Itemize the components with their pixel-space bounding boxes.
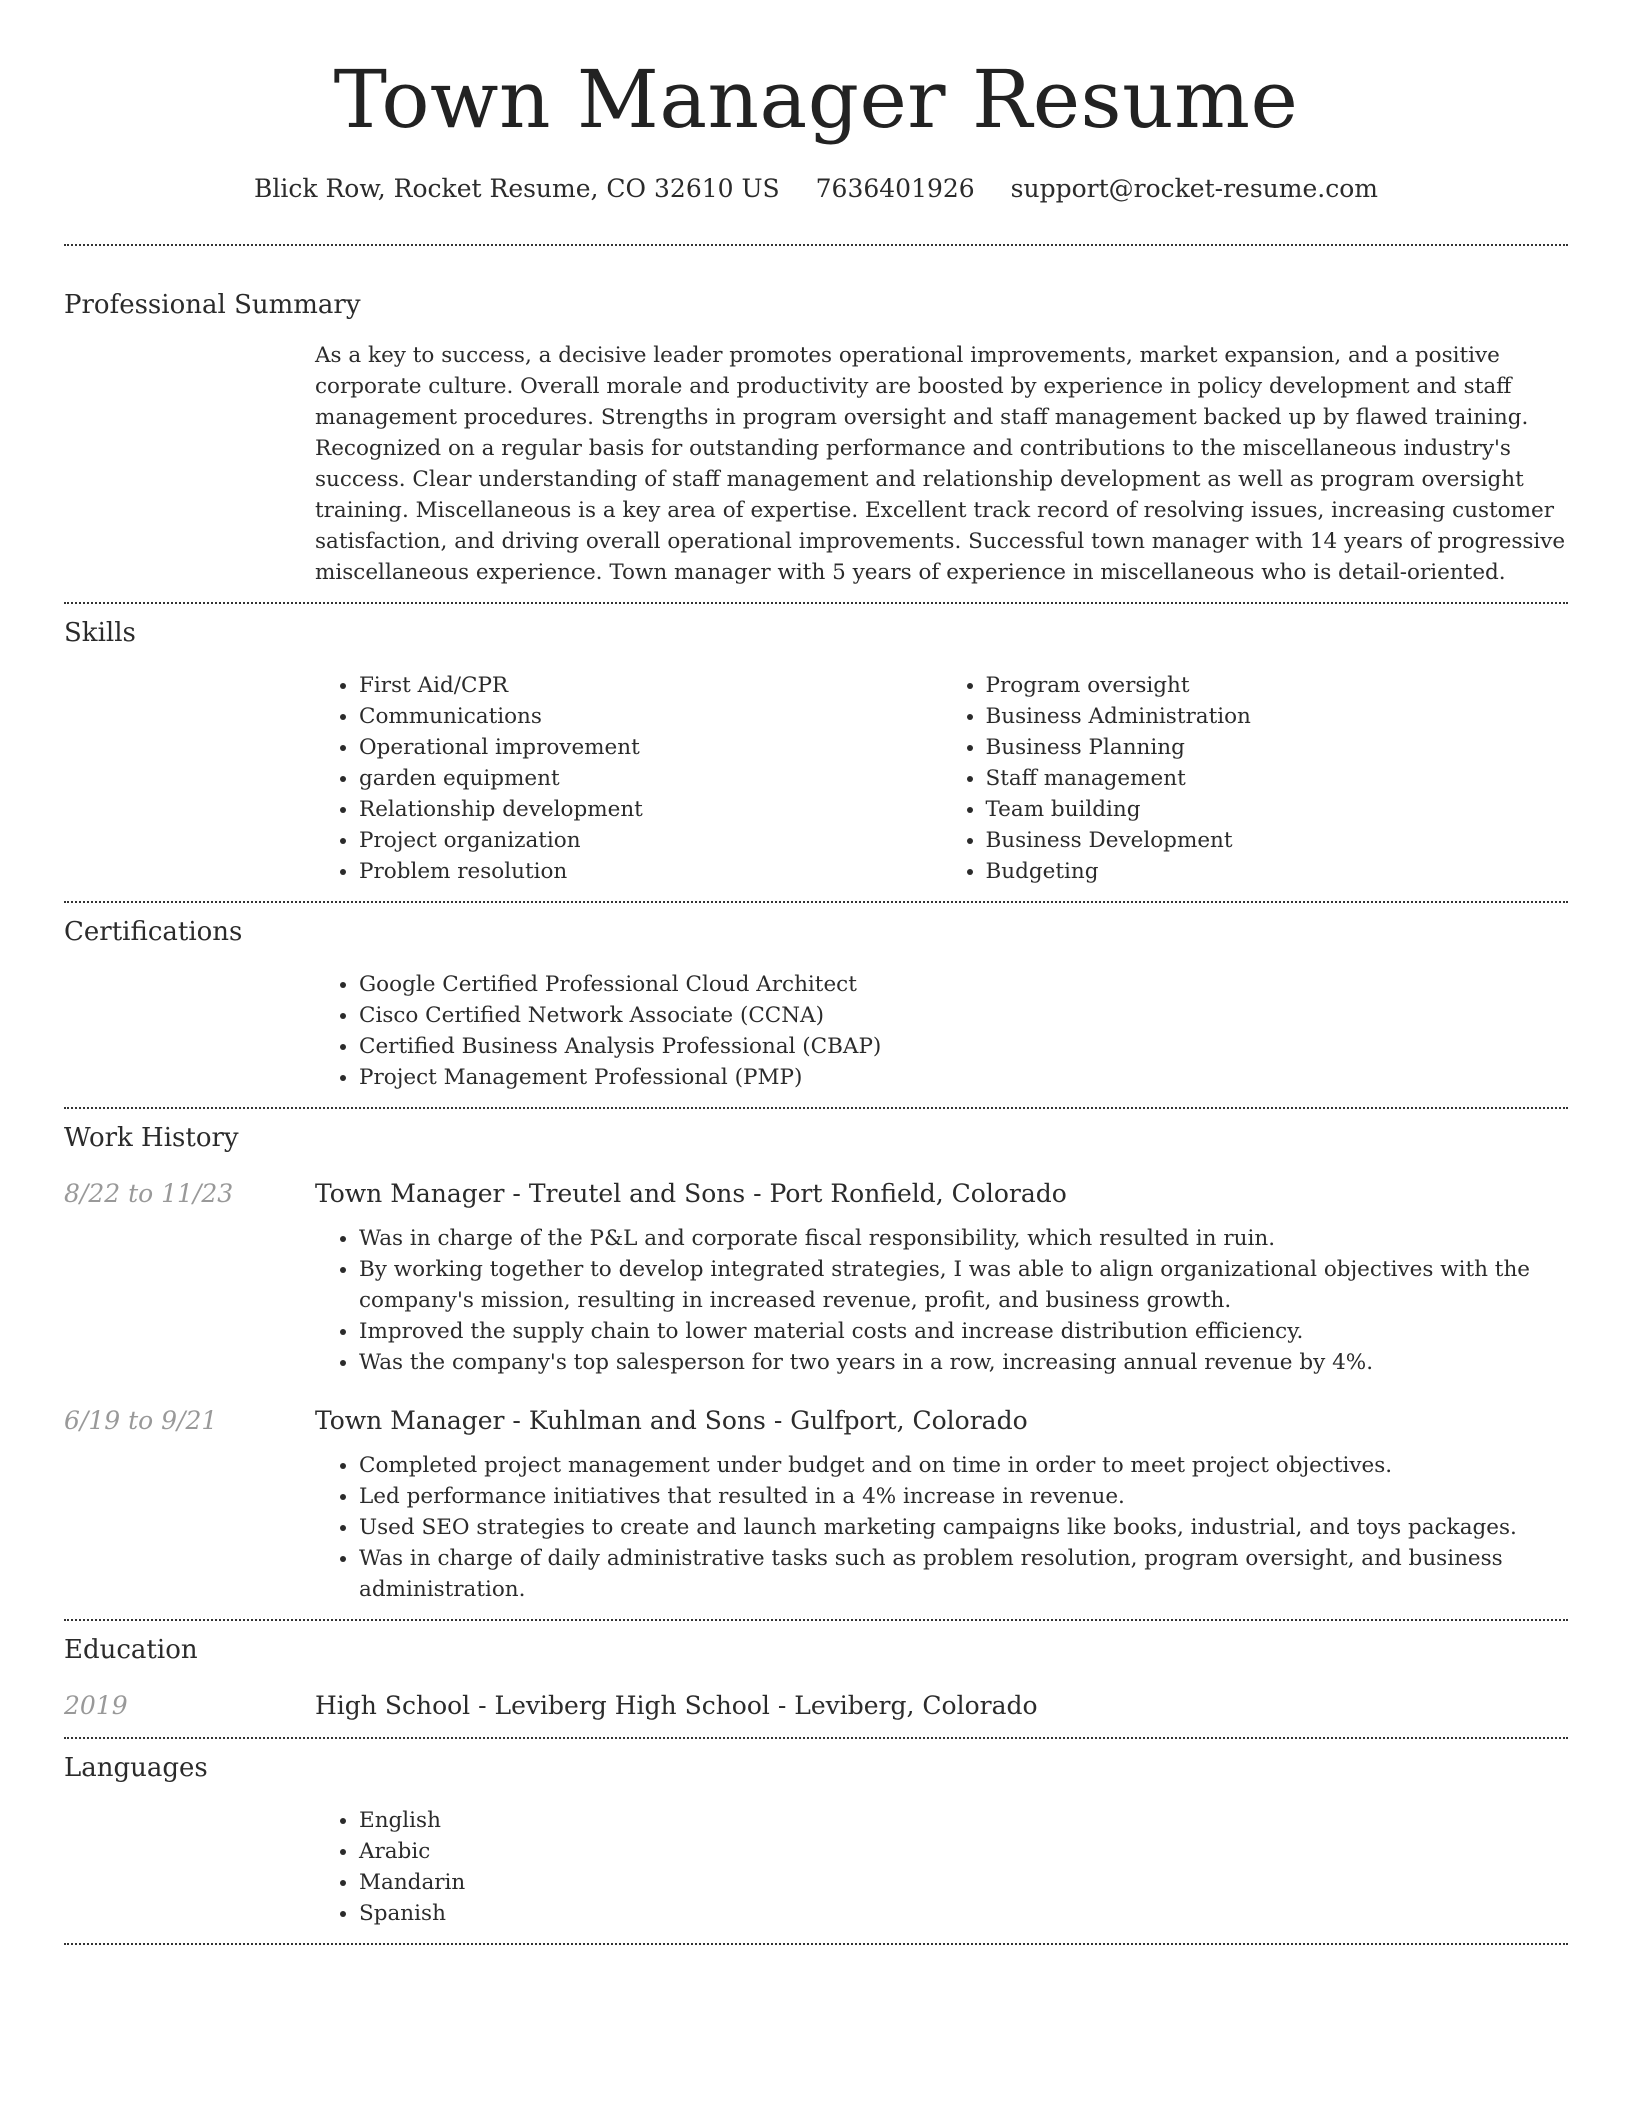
job-bullet: • By working together to develop integrated strategies, I was able to align organizational objectives with the company's mission, resulting in increased revenue, profit, and business growth. [359, 1254, 1568, 1316]
skill-item: • Relationship development [359, 794, 942, 825]
skill-item: • Communications [359, 701, 942, 732]
job-entry [64, 1177, 1568, 1211]
job-title: Town Manager - Treutel and Sons - Port Ronfield, Colorado [315, 1179, 1067, 1208]
languages-section [64, 1739, 1568, 1929]
language-item: • Arabic [359, 1836, 1568, 1867]
contact-email: support@rocket-resume.com [1010, 174, 1378, 203]
page-title: Town Manager Resume [333, 53, 1299, 146]
skills-list-right [942, 670, 1569, 887]
language-item: • Spanish [359, 1898, 1568, 1929]
job-bullet: • Was in charge of the P&L and corporate fiscal responsibility, which resulted in ruin. [359, 1223, 1568, 1254]
education-section [64, 1621, 1568, 1723]
certification-item: • Google Certified Professional Cloud Architect [359, 969, 1568, 1000]
job-bullet: • Completed project management under budget and on time in order to meet project objectives. [359, 1450, 1568, 1481]
skill-item: • Business Planning [986, 732, 1569, 763]
skill-item: • Staff management [986, 763, 1569, 794]
work-heading: Work History [64, 1123, 239, 1153]
skill-item: • Business Development [986, 825, 1569, 856]
certifications-content [315, 969, 1568, 1093]
education-title: High School - Leviberg High School - Leviberg, Colorado [315, 1691, 1038, 1720]
contact-line [64, 172, 1568, 206]
education-entry [64, 1689, 1568, 1723]
skill-item: • First Aid/CPR [359, 670, 942, 701]
summary-content [315, 340, 1568, 588]
contact-address: Blick Row, Rocket Resume, CO 32610 US [254, 174, 780, 203]
skill-item: • Budgeting [986, 856, 1569, 887]
language-item: • English [359, 1805, 1568, 1836]
language-item: • Mandarin [359, 1867, 1568, 1898]
job-bullet: • Was in charge of daily administrative tasks such as problem resolution, program oversight, and business administration. [359, 1543, 1568, 1605]
summary-section [64, 246, 1568, 588]
languages-heading: Languages [64, 1753, 208, 1783]
summary-text: As a key to success, a decisive leader promotes operational improvements, market expansion, and a positive corporate culture. Overall morale and productivity are boosted by experience in policy development and staff management procedures. Strengths in program oversight and staff management backed up by flawed training. Recognized on a regular basis for outstanding performance and contributions to the miscellaneous industry's success. Clear understanding of staff management and relationship development as well as program oversight training. Miscellaneous is a key area of expertise. Excellent track record of resolving issues, increasing customer satisfaction, and driving overall operational improvements. Successful town manager with 14 years of progressive miscellaneous experience. Town manager with 5 years of experience in miscellaneous who is detail-oriented. [315, 343, 1566, 585]
skill-item: • garden equipment [359, 763, 942, 794]
job-dates: 6/19 to 9/21 [64, 1406, 218, 1435]
languages-list [315, 1805, 1568, 1929]
job-bullet: • Led performance initiatives that resulted in a 4% increase in revenue. [359, 1481, 1568, 1512]
certification-item: • Certified Business Analysis Professional (CBAP) [359, 1031, 1568, 1062]
languages-divider [64, 1943, 1568, 1945]
skill-item: • Project organization [359, 825, 942, 856]
summary-heading: Professional Summary [64, 290, 361, 320]
certification-item: • Cisco Certified Network Associate (CCNA) [359, 1000, 1568, 1031]
job-bullet-list [315, 1223, 1568, 1378]
contact-phone: 7636401926 [815, 174, 975, 203]
job-bullet: • Improved the supply chain to lower material costs and increase distribution efficiency. [359, 1316, 1568, 1347]
education-year: 2019 [64, 1691, 128, 1720]
job-bullet: • Was the company's top salesperson for two years in a row, increasing annual revenue by 4%. [359, 1347, 1568, 1378]
skill-item: • Business Administration [986, 701, 1569, 732]
skill-item: • Operational improvement [359, 732, 942, 763]
job-entry [64, 1404, 1568, 1438]
education-heading: Education [64, 1635, 198, 1665]
skills-columns [315, 670, 1568, 887]
skills-list-left [315, 670, 942, 887]
skill-item: • Problem resolution [359, 856, 942, 887]
job-bullets [315, 1450, 1568, 1605]
work-section [64, 1109, 1568, 1605]
job-dates: 8/22 to 11/23 [64, 1179, 234, 1208]
job-title: Town Manager - Kuhlman and Sons - Gulfport, Colorado [315, 1406, 1028, 1435]
certifications-list [315, 969, 1568, 1093]
certification-item: • Project Management Professional (PMP) [359, 1062, 1568, 1093]
skills-heading: Skills [64, 618, 136, 648]
skills-section [64, 604, 1568, 887]
certifications-section [64, 903, 1568, 1093]
job-bullet: • Used SEO strategies to create and launch marketing campaigns like books, industrial, and toys packages. [359, 1512, 1568, 1543]
job-bullets [315, 1223, 1568, 1378]
languages-content [315, 1805, 1568, 1929]
certifications-heading: Certifications [64, 917, 243, 947]
skill-item: • Team building [986, 794, 1569, 825]
skill-item: • Program oversight [986, 670, 1569, 701]
job-bullet-list [315, 1450, 1568, 1605]
